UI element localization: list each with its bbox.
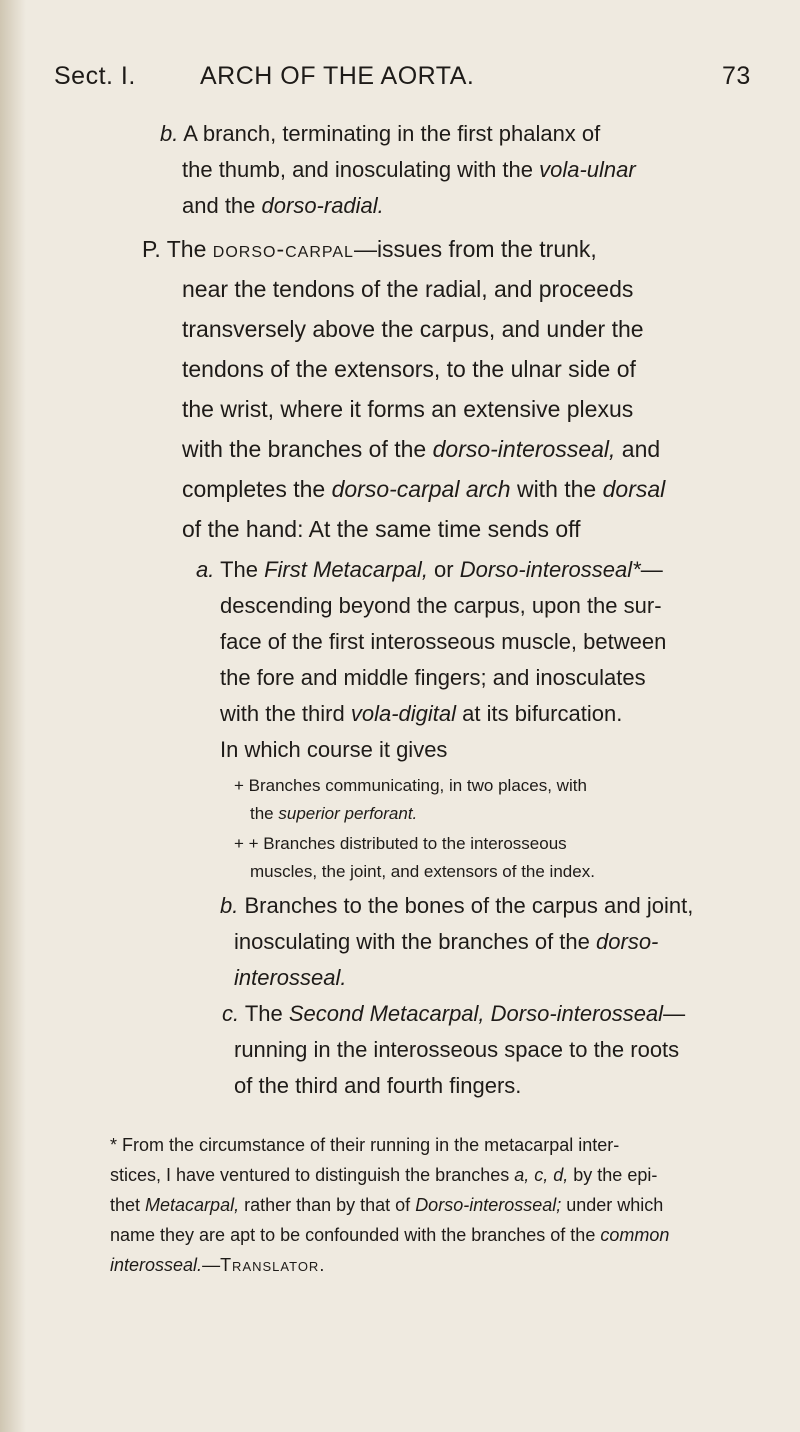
text-line: the superior perforant. xyxy=(250,804,418,823)
text-line: running in the interosseous space to the roots xyxy=(234,1037,680,1062)
text-line: + + Branches distributed to the interosseous xyxy=(234,834,567,853)
footnote-line: name they are apt to be confounded with the branches of the common xyxy=(110,1225,670,1245)
footnote-line: interosseal.—Translator. xyxy=(110,1255,326,1275)
text-line: inosculating with the branches of the dorso- xyxy=(234,929,659,954)
text-line: In which course it gives xyxy=(220,737,448,762)
text-line: completes the dorso-carpal arch with the dorsal xyxy=(182,476,666,502)
text-line: c. The Second Metacarpal, Dorso-interosseal— xyxy=(222,1001,686,1026)
text-line: with the branches of the dorso-interosseal, and xyxy=(182,436,661,462)
page-number: 73 xyxy=(722,62,751,90)
text-line: muscles, the joint, and extensors of the index. xyxy=(250,862,595,881)
text-line: face of the first interosseous muscle, between xyxy=(220,629,667,654)
text-line: P. The dorso-carpal—issues from the trunk, xyxy=(142,236,597,262)
text-line: a. The First Metacarpal, or Dorso-interosseal*— xyxy=(196,557,663,582)
footnote-line: thet Metacarpal, rather than by that of Dorso-interosseal; under which xyxy=(110,1195,664,1215)
footnote-line: * From the circumstance of their running in the metacarpal inter- xyxy=(110,1135,620,1155)
text-line: of the hand: At the same time sends off xyxy=(182,516,581,542)
text-line: b. A branch, terminating in the first phalanx of xyxy=(160,121,601,146)
text-line: + Branches communicating, in two places, with xyxy=(234,776,587,795)
running-header xyxy=(0,62,800,102)
text-line: of the third and fourth fingers. xyxy=(234,1073,522,1098)
text-line: descending beyond the carpus, upon the sur- xyxy=(220,593,662,618)
text-line: the wrist, where it forms an extensive plexus xyxy=(182,396,634,422)
text-line: the fore and middle fingers; and inosculates xyxy=(220,665,646,690)
text-line: and the dorso-radial. xyxy=(182,193,384,218)
text-line: the thumb, and inosculating with the vola-ulnar xyxy=(182,157,636,182)
page-gutter-shadow xyxy=(0,0,26,1432)
running-title: ARCH OF THE AORTA. xyxy=(200,62,475,90)
text-line: with the third vola-digital at its bifurcation. xyxy=(220,701,623,726)
text-line: interosseal. xyxy=(234,965,347,990)
section-label: Sect. I. xyxy=(54,62,136,90)
text-line: tendons of the extensors, to the ulnar side of xyxy=(182,356,636,382)
text-line: transversely above the carpus, and under the xyxy=(182,316,644,342)
footnote-line: stices, I have ventured to distinguish the branches a, c, d, by the epi- xyxy=(110,1165,658,1185)
text-line: near the tendons of the radial, and proceeds xyxy=(182,276,634,302)
text-line: b. Branches to the bones of the carpus and joint, xyxy=(220,893,694,918)
